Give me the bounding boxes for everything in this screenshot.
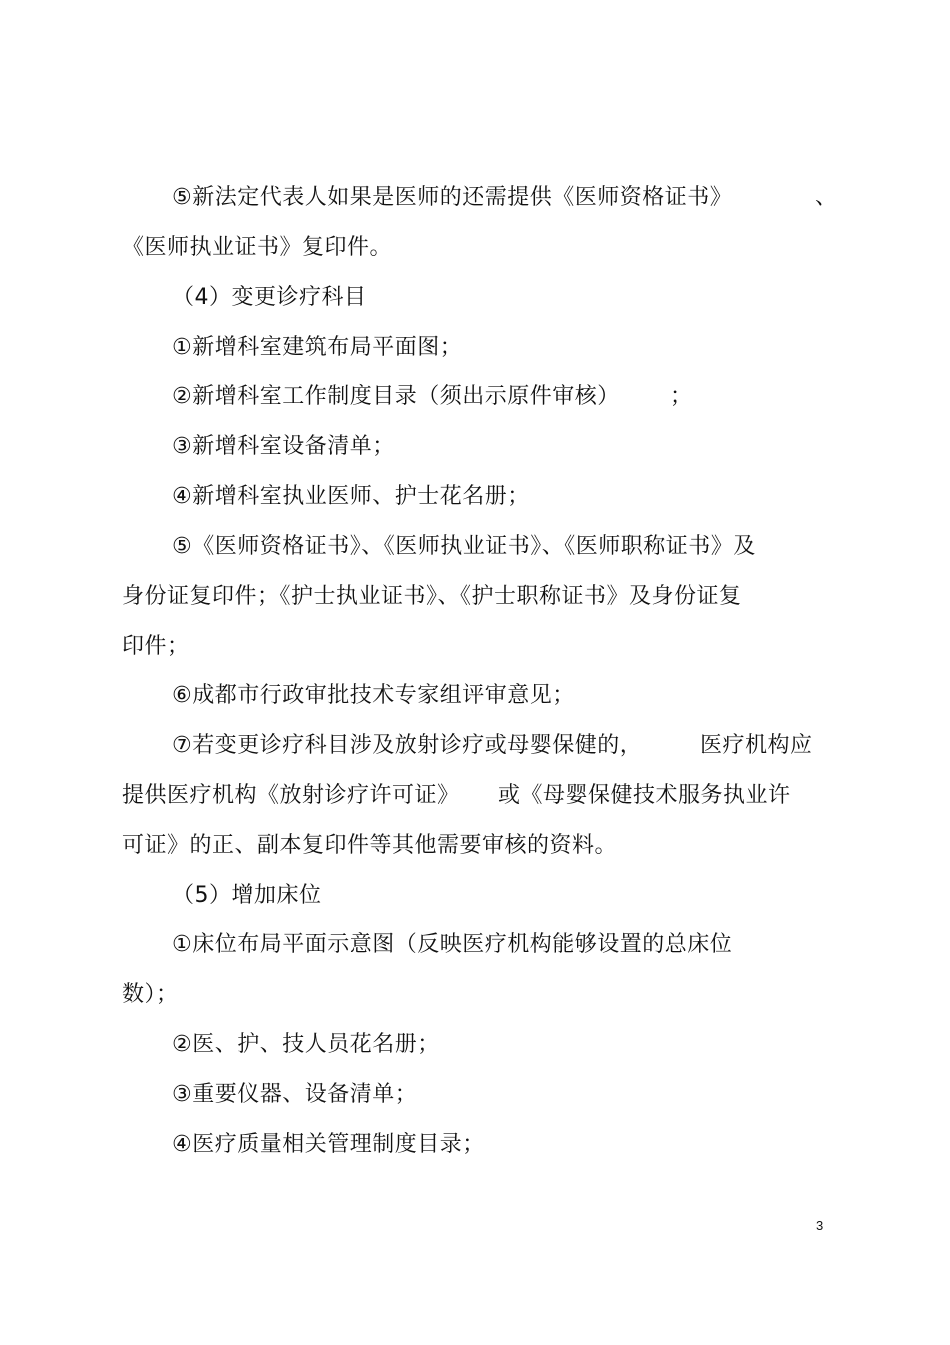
text-line: ③重要仪器、设备清单； <box>172 1082 418 1107</box>
text-line: 身份证复印件；《护士执业证书》、《护士职称证书》及身份证复 <box>122 584 742 609</box>
text-line: 印件； <box>122 634 190 659</box>
text-line: ②医、护、技人员花名册； <box>172 1032 440 1057</box>
text-line: 或《母婴保健技术服务执业许 <box>498 783 791 808</box>
text-line: 数）； <box>122 982 179 1007</box>
text-line: ⑤新法定代表人如果是医师的还需提供《医师资格证书》 <box>172 185 733 210</box>
text-line: ⑦若变更诊疗科目涉及放射诊疗或母婴保健的， <box>172 733 643 758</box>
text-line: ①床位布局平面示意图（反映医疗机构能够设置的总床位 <box>172 932 733 957</box>
section-heading: （5）增加床位 <box>172 883 322 908</box>
text-line: ； <box>670 384 693 409</box>
text-line: 提供医疗机构《放射诊疗许可证》 <box>122 783 460 808</box>
text-line: 《医师执业证书》复印件。 <box>122 235 393 260</box>
text-line: ⑤《医师资格证书》、《医师执业证书》、《医师职称证书》及 <box>172 534 756 559</box>
text-line: ④新增科室执业医师、护士花名册； <box>172 484 530 509</box>
text-line: 、 <box>815 185 838 210</box>
text-line: ⑥成都市行政审批技术专家组评审意见； <box>172 683 575 708</box>
text-line: ①新增科室建筑布局平面图； <box>172 335 463 360</box>
text-line: ④医疗质量相关管理制度目录； <box>172 1132 485 1157</box>
text-line: ③新增科室设备清单； <box>172 434 395 459</box>
page-number: 3 <box>816 1218 824 1233</box>
section-heading: （4）变更诊疗科目 <box>172 285 367 310</box>
text-line: 可证》的正、副本复印件等其他需要审核的资料。 <box>122 833 618 858</box>
text-line: ②新增科室工作制度目录（须出示原件审核） <box>172 384 620 409</box>
text-line: 医疗机构应 <box>700 733 813 758</box>
